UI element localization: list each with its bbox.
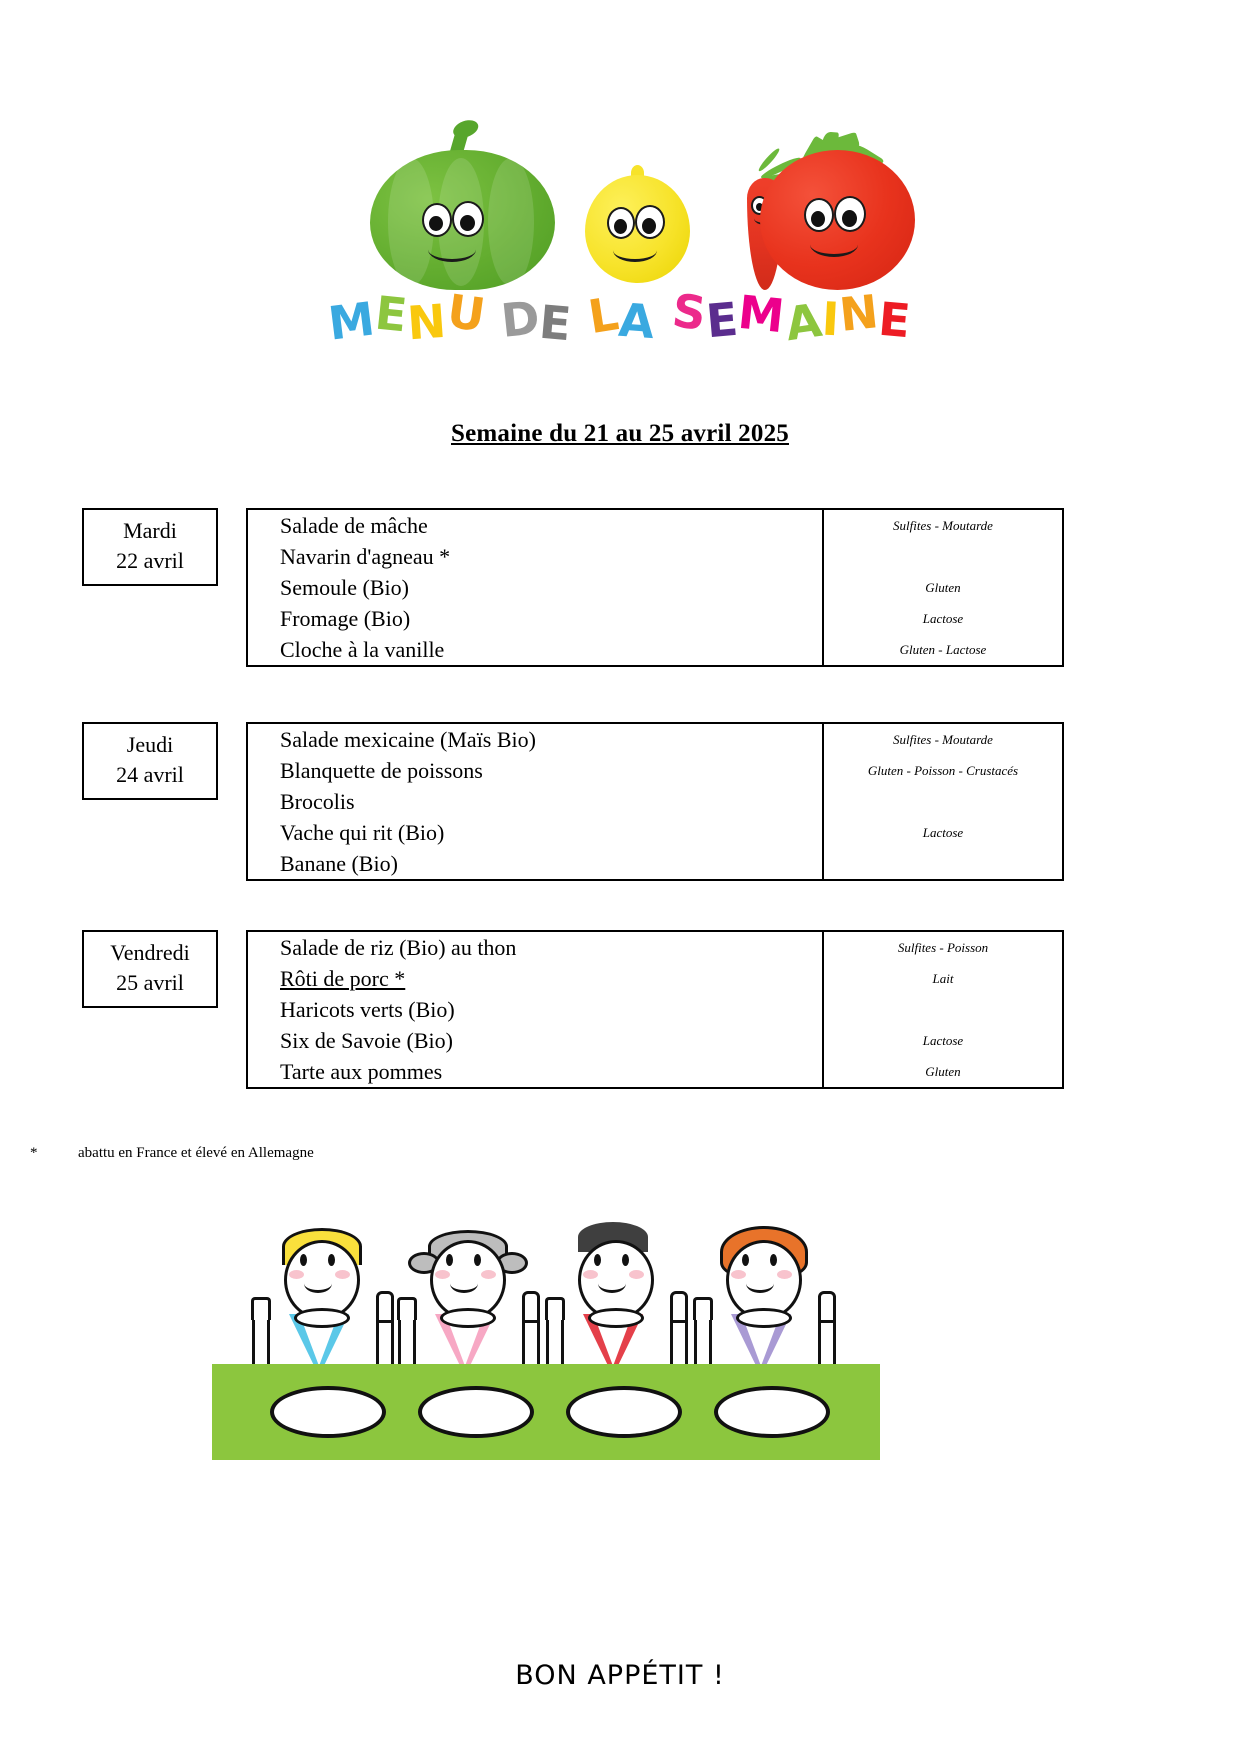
smile (598, 1274, 626, 1293)
table-row (247, 963, 1063, 994)
vegetable-mascots (360, 90, 880, 290)
dish-cell: Rôti de porc * (247, 963, 823, 994)
lemon-icon (585, 165, 690, 283)
wordart-letter: E (876, 291, 914, 349)
table-row (247, 603, 1063, 634)
menu-table-vendredi (246, 930, 1064, 1089)
smile (450, 1274, 478, 1293)
page-title: Semaine du 21 au 25 avril 2025 (451, 420, 789, 447)
allergen-cell: Lactose (922, 610, 964, 626)
table-row (247, 509, 1063, 541)
allergen-cell: Lait (932, 970, 954, 986)
green-pepper-icon (370, 125, 555, 290)
day-name: Mardi (123, 518, 177, 543)
dish-cell: Salade mexicaine (Maïs Bio) (247, 723, 823, 755)
table-row (247, 755, 1063, 786)
collar (440, 1308, 496, 1328)
table-row (247, 994, 1063, 1025)
day-name: Vendredi (110, 940, 190, 965)
wordart-letter: I (820, 291, 842, 347)
smile (746, 1274, 774, 1293)
day-date: 22 avril (116, 548, 184, 573)
wordart-letter: D (498, 290, 544, 348)
wordart-letter: E (703, 291, 741, 349)
dish-cell: Cloche à la vanille (247, 634, 823, 666)
dish-cell: Banane (Bio) (247, 848, 823, 880)
dish-cell: Six de Savoie (Bio) (247, 1025, 823, 1056)
child-figure (542, 1222, 692, 1382)
dish-cell: Semoule (Bio) (247, 572, 823, 603)
allergen-cell: Sulfites - Moutarde (893, 517, 993, 533)
table-row (247, 634, 1063, 666)
plate-icon (270, 1386, 386, 1438)
allergen-cell (823, 541, 1063, 572)
menu-de-la-semaine-wordart (0, 283, 1240, 352)
plate-icon (566, 1386, 682, 1438)
allergen-cell (823, 786, 1063, 817)
dish-cell: Haricots verts (Bio) (247, 994, 823, 1025)
dish-cell: Tarte aux pommes (247, 1056, 823, 1088)
table-row (247, 541, 1063, 572)
dish-cell: Salade de riz (Bio) au thon (247, 931, 823, 963)
table-row (247, 786, 1063, 817)
wordart-letter: M (735, 284, 789, 344)
wordart-letter: N (405, 293, 450, 351)
plate-icon (714, 1386, 830, 1438)
table-row (247, 723, 1063, 755)
wordart-letter: U (443, 283, 490, 343)
dish-cell: Blanquette de poissons (247, 755, 823, 786)
collar (736, 1308, 792, 1328)
footnote-text: abattu en France et élevé en Allemagne (78, 1145, 314, 1161)
dish-cell: Fromage (Bio) (247, 603, 823, 634)
wordart-letter: A (617, 292, 658, 350)
allergen-cell: Gluten (925, 1063, 961, 1079)
table-row (247, 931, 1063, 963)
children-at-table-illustration (212, 1215, 880, 1460)
collar (294, 1308, 350, 1328)
allergen-cell: Lactose (922, 824, 964, 840)
footnote-marker: * (30, 1145, 38, 1161)
dish-cell: Vache qui rit (Bio) (247, 817, 823, 848)
wordart-letter: E (537, 294, 575, 352)
dish-cell: Brocolis (247, 786, 823, 817)
wordart-letter: A (782, 292, 827, 352)
day-date: 25 avril (116, 970, 184, 995)
tomato-icon (760, 132, 920, 290)
wordart-letter: M (325, 291, 379, 351)
allergen-cell: Lactose (922, 1032, 964, 1048)
day-label-mardi (82, 508, 218, 586)
table-row (247, 572, 1063, 603)
plate-icon (418, 1386, 534, 1438)
allergen-cell: Sulfites - Moutarde (893, 731, 993, 747)
allergen-cell: Sulfites - Poisson (897, 939, 989, 955)
table-row (247, 817, 1063, 848)
wordart-letter: L (584, 285, 623, 345)
day-name: Jeudi (126, 732, 174, 757)
wordart-letter: E (372, 285, 411, 343)
dish-cell: Salade de mâche (247, 509, 823, 541)
wordart-letter: N (836, 284, 882, 342)
day-label-vendredi (82, 930, 218, 1008)
day-label-jeudi (82, 722, 218, 800)
collar (588, 1308, 644, 1328)
child-figure (248, 1222, 398, 1382)
allergen-cell: Gluten (925, 579, 961, 595)
child-figure (394, 1222, 544, 1382)
table-row (247, 1056, 1063, 1088)
dish-cell: Navarin d'agneau * (247, 541, 823, 572)
footnote (30, 1145, 314, 1162)
day-date: 24 avril (116, 762, 184, 787)
closing-message: BON APPÉTIT ! (515, 1660, 725, 1691)
allergen-cell: Gluten - Lactose (899, 641, 987, 657)
child-figure (690, 1222, 840, 1382)
table-row (247, 1025, 1063, 1056)
allergen-cell: Gluten - Poisson - Crustacés (867, 762, 1019, 778)
menu-table-mardi (246, 508, 1064, 667)
wordart-letter: S (669, 283, 710, 341)
allergen-cell (823, 848, 1063, 880)
allergen-cell (823, 994, 1063, 1025)
smile (304, 1274, 332, 1293)
table-row (247, 848, 1063, 880)
menu-table-jeudi (246, 722, 1064, 881)
